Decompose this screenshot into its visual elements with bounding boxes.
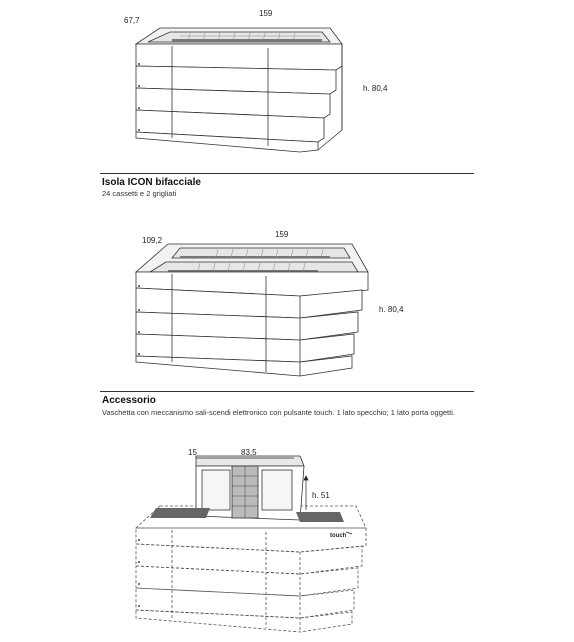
section2-subtitle: Vaschetta con meccanismo sali-scendi elettronico con pulsante touch. 1 lato specchio; 1 lato porta oggetti. [102, 408, 455, 417]
drawing1-height: h. 80,4 [363, 84, 388, 93]
drawing2-height: h. 80,4 [379, 305, 404, 314]
section1-title: Isola ICON bifacciale [102, 177, 201, 188]
drawing2-depth: 109,2 [142, 236, 163, 245]
drawing1-width: 159 [259, 9, 273, 18]
drawing2-width: 159 [275, 230, 289, 239]
section2-title: Accessorio [102, 395, 156, 406]
drawing3-dim-left: 15 [188, 448, 197, 457]
drawing3-dim-width: 83,5 [241, 448, 257, 457]
drawing1-depth: 67,7 [124, 16, 140, 25]
drawing3-height: h. 51 [312, 491, 330, 500]
touch-label: touch [330, 533, 347, 539]
section1-subtitle: 24 cassetti e 2 grigliati [102, 189, 177, 198]
